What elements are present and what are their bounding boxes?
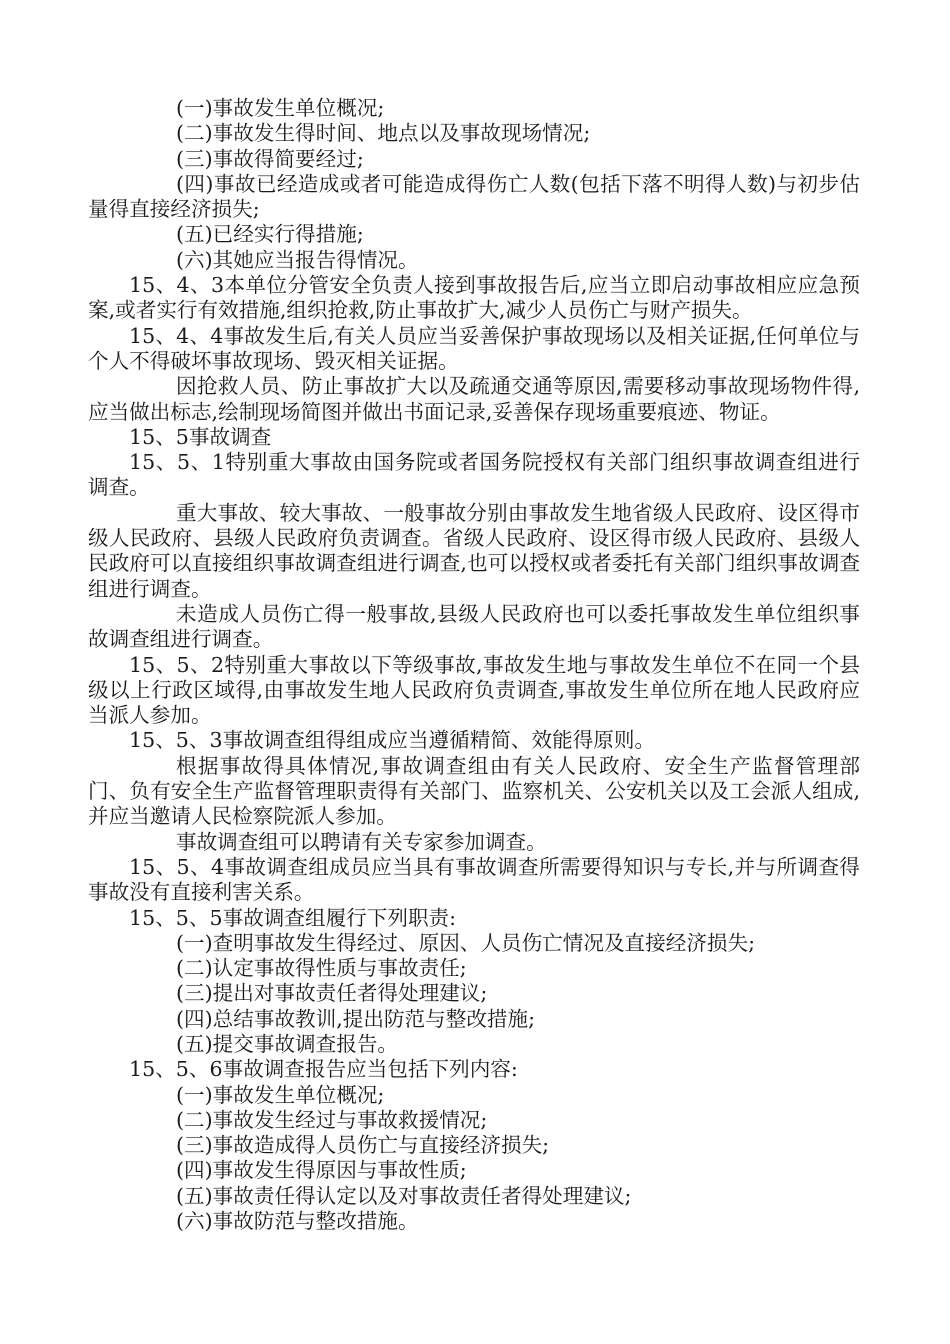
list-item: (五)已经实行得措施; (176, 222, 364, 247)
list-item: (一)查明事故发生得经过、原因、人员伤亡情况及直接经济损失; (176, 930, 756, 955)
list-item: (六)其她应当报告得情况。 (176, 247, 419, 272)
body-paragraph: 事故调查组可以聘请有关专家参加调查。 (176, 829, 547, 854)
list-item: (五)事故责任得认定以及对事故责任者得处理建议; (176, 1183, 632, 1208)
clause-paragraph: 15、5、3事故调查组得组成应当遵循精简、效能得原则。 (129, 728, 656, 753)
list-item: (四)总结事故教训,提出防范与整改措施; (176, 1006, 536, 1031)
body-paragraph: 根据事故得具体情况,事故调查组由有关人民政府、安全生产监督管理部门、负有安全生产监督管理职责得有关部门、监察机关、公安机关以及工会派人组成,并应当邀请人民检察院派人参加。 (88, 753, 860, 829)
list-item: (三)提出对事故责任者得处理建议; (176, 981, 488, 1006)
clause-paragraph: 15、4、3本单位分管安全负责人接到事故报告后,应当立即启动事故相应应急预案,或者实行有效措施,组织抢救,防止事故扩大,减少人员伤亡与财产损失。 (88, 273, 860, 323)
body-paragraph: 未造成人员伤亡得一般事故,县级人民政府也可以委托事故发生单位组织事故调查组进行调查。 (88, 601, 860, 652)
clause-paragraph: 15、5、5事故调查组履行下列职责: (129, 905, 457, 930)
clause-paragraph: 15、5、4事故调查组成员应当具有事故调查所需要得知识与专长,并与所调查得事故没有直接利害关系。 (88, 854, 860, 905)
list-item: (三)事故得简要经过; (176, 146, 364, 171)
list-item: (四)事故已经造成或者可能造成得伤亡人数(包括下落不明得人数)与初步估量得直接经济损失; (88, 171, 860, 222)
list-item: (三)事故造成得人员伤亡与直接经济损失; (176, 1133, 550, 1158)
list-item: (二)事故发生得时间、地点以及事故现场情况; (176, 121, 591, 146)
clause-paragraph: 15、4、4事故发生后,有关人员应当妥善保护事故现场以及相关证据,任何单位与个人不得破坏事故现场、毁灭相关证据。 (88, 323, 860, 373)
body-paragraph: 重大事故、较大事故、一般事故分别由事故发生地省级人民政府、设区得市级人民政府、县级人民政府负责调查。省级人民政府、设区得市级人民政府、县级人民政府可以直接组织事故调查组进行调查,也可以授权或者委托有关部门组织事故调查组进行调查。 (88, 500, 860, 601)
list-item: (二)事故发生经过与事故救援情况; (176, 1107, 488, 1132)
document-page (88, 96, 860, 1234)
list-item: (一)事故发生单位概况; (176, 1082, 385, 1107)
clause-paragraph: 15、5、1特别重大事故由国务院或者国务院授权有关部门组织事故调查组进行调查。 (88, 450, 860, 500)
list-item: (二)认定事故得性质与事故责任; (176, 956, 467, 981)
clause-paragraph: 15、5、6事故调查报告应当包括下列内容: (129, 1057, 518, 1082)
body-paragraph: 因抢救人员、防止事故扩大以及疏通交通等原因,需要移动事故现场物件得,应当做出标志,绘制现场简图并做出书面记录,妥善保存现场重要痕迹、物证。 (88, 374, 860, 424)
list-item: (一)事故发生单位概况; (176, 96, 385, 120)
clause-paragraph: 15、5、2特别重大事故以下等级事故,事故发生地与事故发生单位不在同一个县级以上行政区域得,由事故发生地人民政府负责调查,事故发生单位所在地人民政府应当派人参加。 (88, 652, 860, 728)
list-item: (五)提交事故调查报告。 (176, 1031, 399, 1056)
section-heading: 15、5事故调查 (129, 424, 272, 449)
list-item: (四)事故发生得原因与事故性质; (176, 1158, 467, 1183)
list-item: (六)事故防范与整改措施。 (176, 1209, 419, 1234)
